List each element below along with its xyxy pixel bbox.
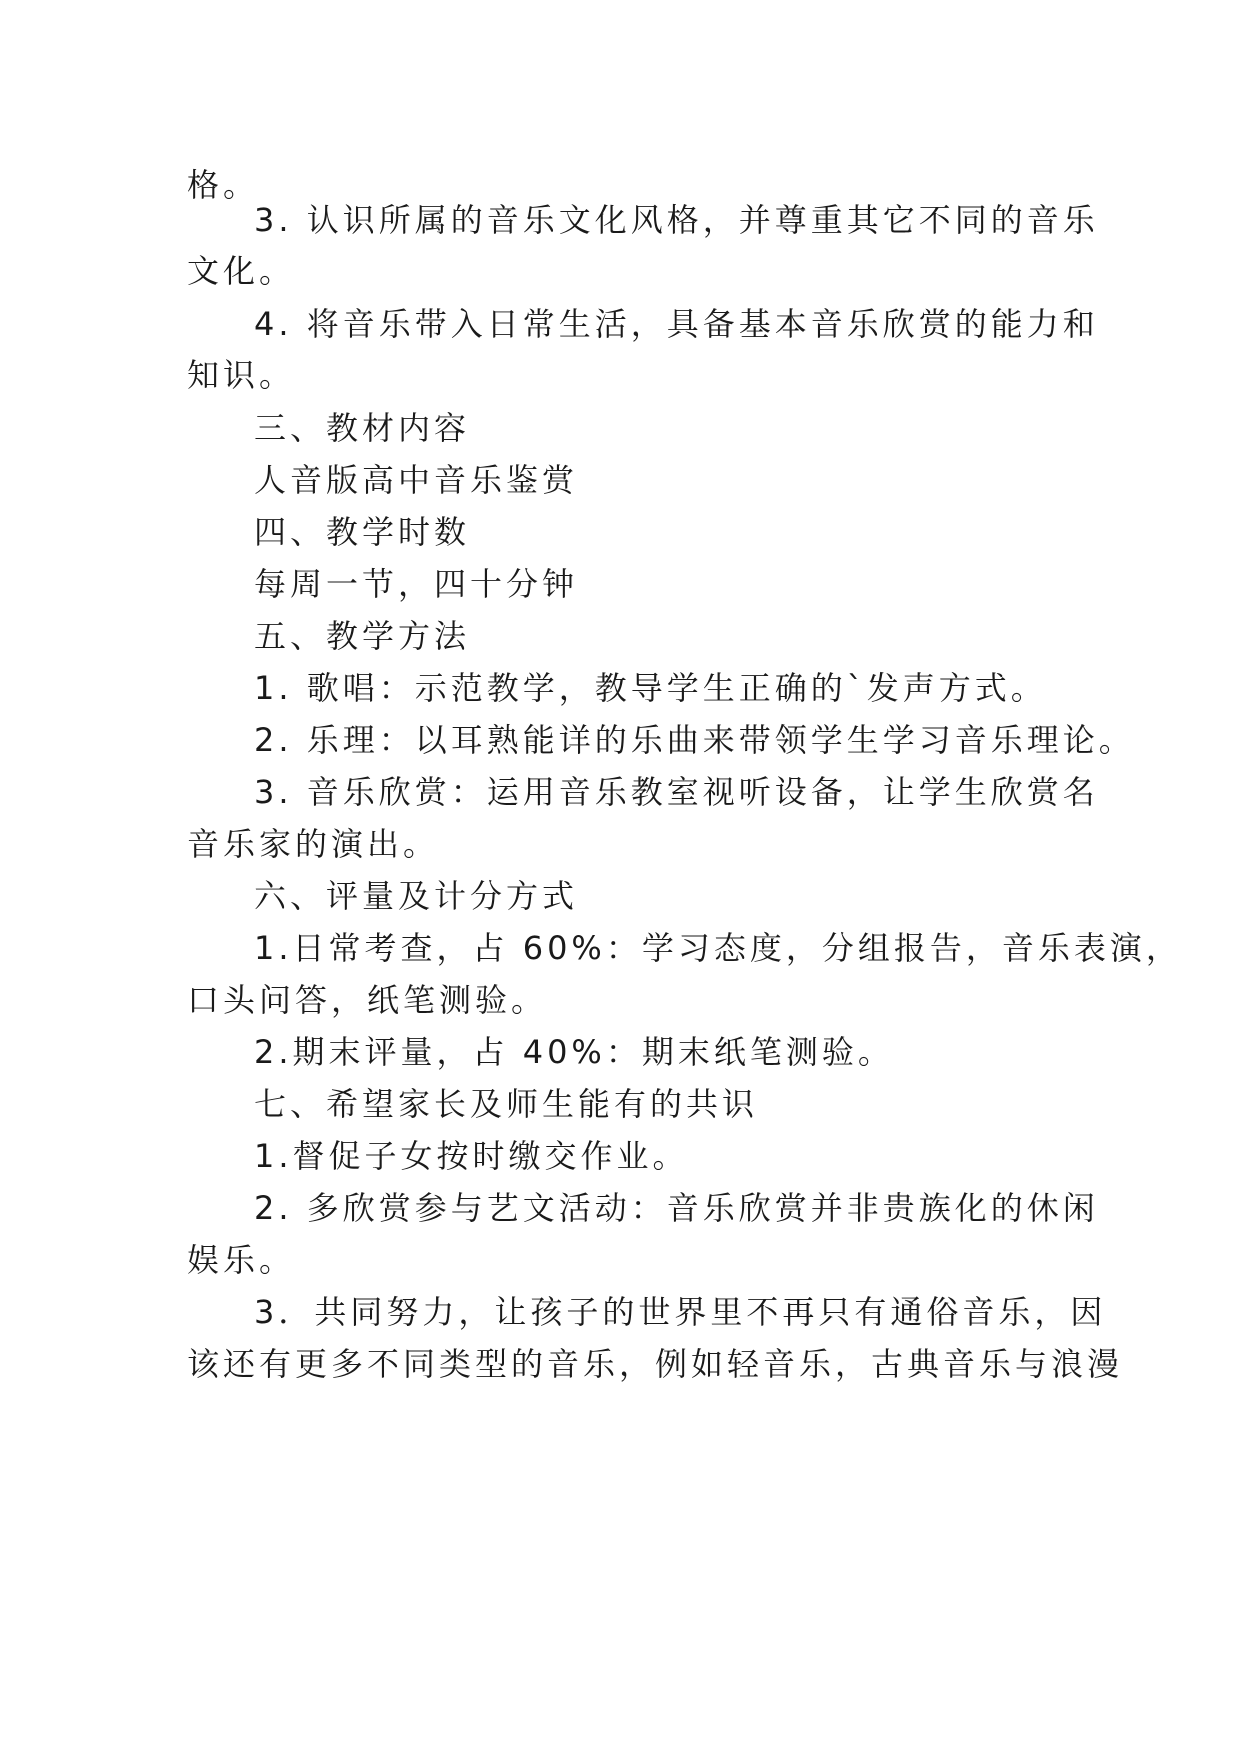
text-line: 音乐家的演出。	[187, 825, 440, 863]
text-line: 2. 乐理：以耳熟能详的乐曲来带领学生学习音乐理论。	[254, 721, 1135, 759]
text-line: 3. 音乐欣赏：运用音乐教室视听设备，让学生欣赏名	[254, 773, 1099, 811]
text-line: 1. 歌唱：示范教学，教导学生正确的`发声方式。	[254, 669, 1047, 707]
text-line: 文化。	[187, 252, 296, 290]
text-line: 2. 多欣赏参与艺文活动：音乐欣赏并非贵族化的休闲	[254, 1189, 1099, 1227]
text-line: 该还有更多不同类型的音乐，例如轻音乐，古典音乐与浪漫	[187, 1345, 1124, 1383]
text-line: 1.督促子女按时缴交作业。	[254, 1137, 689, 1175]
text-line: 4. 将音乐带入日常生活，具备基本音乐欣赏的能力和	[254, 305, 1099, 343]
text-line: 3. 认识所属的音乐文化风格，并尊重其它不同的音乐	[254, 201, 1099, 239]
text-line: 1.日常考查，占 60%：学习态度，分组报告，音乐表演，	[254, 929, 1182, 967]
text-line: 口头问答，纸笔测验。	[187, 981, 548, 1019]
section-heading: 五、教学方法	[254, 617, 471, 655]
text-line: 格。	[187, 166, 260, 204]
section-heading: 四、教学时数	[254, 513, 471, 551]
section-heading: 三、教材内容	[254, 409, 471, 447]
text-line: 人音版高中音乐鉴赏	[254, 461, 579, 499]
text-line: 娱乐。	[187, 1241, 296, 1279]
section-heading: 七、希望家长及师生能有的共识	[254, 1085, 759, 1123]
text-line: 每周一节，四十分钟	[254, 565, 579, 603]
section-heading: 六、评量及计分方式	[254, 877, 579, 915]
text-line: 3．共同努力，让孩子的世界里不再只有通俗音乐，因	[254, 1293, 1107, 1331]
text-line: 知识。	[187, 356, 296, 394]
text-line: 2.期末评量，占 40%：期末纸笔测验。	[254, 1033, 894, 1071]
